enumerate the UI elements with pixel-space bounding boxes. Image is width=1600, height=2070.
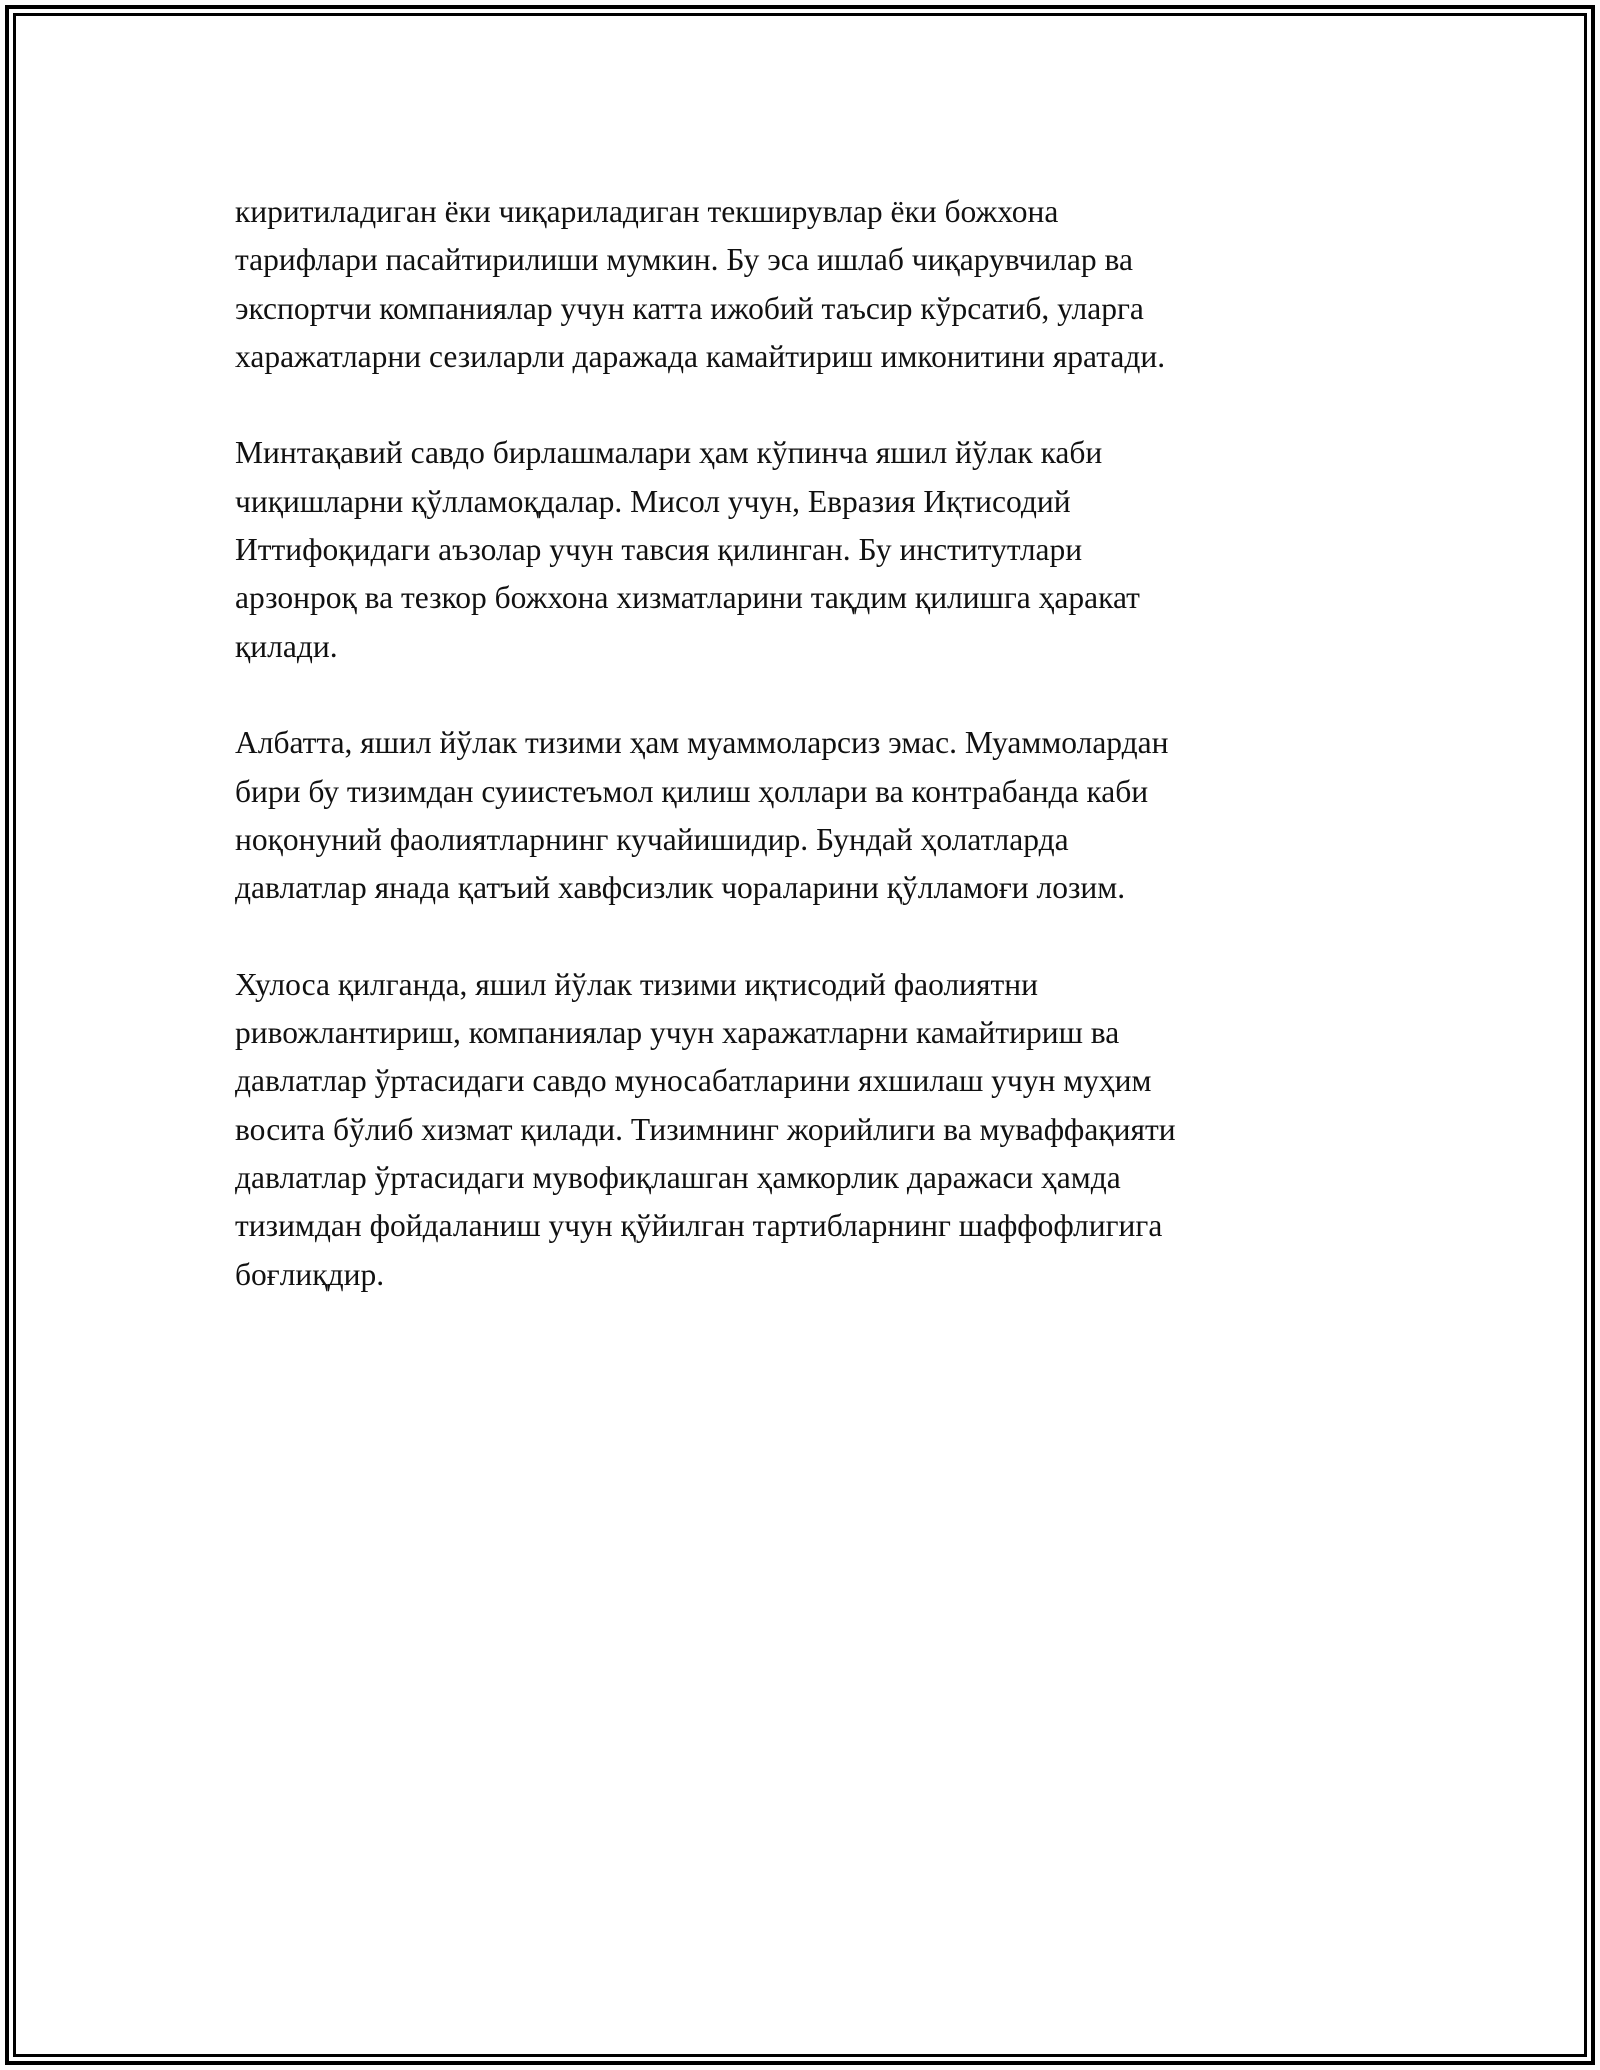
paragraph-3 [235,719,1365,912]
paragraph-2 [235,429,1365,670]
text-line: қилади. [235,628,338,664]
text-line: арзонроқ ва тезкор божхона хизматларини тақдим қилишга ҳаракат [235,580,1140,616]
text-line: бири бу тизимдан суиистеъмол қилиш ҳоллари ва контрабанда каби [235,773,1149,809]
text-line: экспортчи компаниялар учун катта ижобий таъсир кўрсатиб, уларга [235,290,1144,326]
text-line: тарифлари пасайтирилиши мумкин. Бу эса ишлаб чиқарувчилар ва [235,242,1133,278]
text-line: чиқишларни қўлламоқдалар. Мисол учун, Евразия Иқтисодий [235,483,1071,519]
paragraph-1 [235,188,1365,381]
text-line: ривожлантириш, компаниялар учун харажатларни камайтириш ва [235,1015,1120,1051]
text-line: киритиладиган ёки чиқариладиган текширувлар ёки божхона [235,194,1059,229]
text-line: Хулоса қилганда, яшил йўлак тизими иқтисодий фаолиятни [235,966,1038,1002]
text-line: давлатлар ўртасидаги савдо муносабатларини яхшилаш учун муҳим [235,1063,1152,1099]
text-line: восита бўлиб хизмат қилади. Тизимнинг жорийлиги ва муваффақияти [235,1111,1176,1147]
text-line: Албатта, яшил йўлак тизими ҳам муаммоларсиз эмас. Муаммолардан [235,725,1169,761]
text-line: давлатлар янада қатъий хавфсизлик чораларини қўлламоғи лозим. [235,870,1126,906]
text-line: давлатлар ўртасидаги мувофиқлашган ҳамкорлик даражаси ҳамда [235,1159,1121,1195]
document-body [235,188,1365,1347]
text-line: харажатларни сезиларли даражада камайтириш имконитини яратади. [235,338,1166,374]
text-line: тизимдан фойдаланиш учун қўйилган тартибларнинг шаффофлигига [235,1208,1163,1244]
paragraph-4 [235,961,1365,1299]
text-line: Минтақавий савдо бирлашмалари ҳам кўпинча яшил йўлак каби [235,435,1103,471]
text-line: Иттифоқидаги аъзолар учун тавсия қилинган. Бу институтлари [235,532,1083,568]
text-line: боғлиқдир. [235,1256,385,1292]
text-line: ноқонуний фаолиятларнинг кучайишидир. Бундай ҳолатларда [235,821,1069,857]
